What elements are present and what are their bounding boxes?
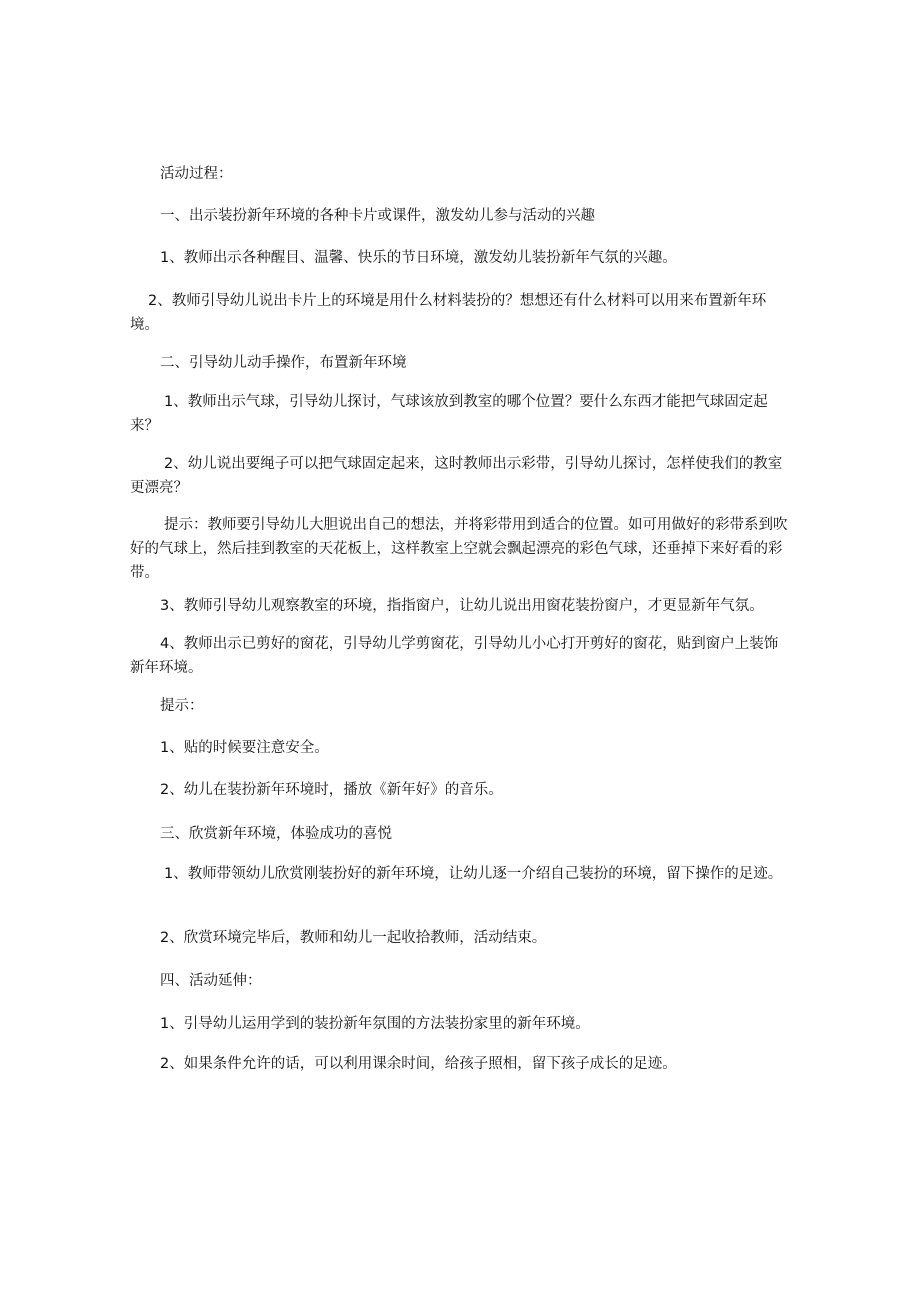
paragraph-2-1: 1、教师出示气球，引导幼儿探讨，气球该放到教室的哪个位置？要什么东西才能把气球固定起来？ [130,394,768,434]
paragraph-2-2: 2、幼儿说出要绳子可以把气球固定起来，这时教师出示彩带，引导幼儿探讨，怎样使我们的教室更漂亮？ [130,456,783,496]
tip-paragraph-1: 提示：教师要引导幼儿大胆说出自己的想法，并将彩带用到适合的位置。如可用做好的彩带系到吹好的气球上，然后挂到教室的天花板上，这样教室上空就会飘起漂亮的彩色气球，还垂掉下来好看的彩带。 [130,517,788,581]
activity-process-heading: 活动过程： [160,166,233,182]
tip-heading: 提示： [160,698,204,714]
tip-item-1: 1、贴的时候要注意安全。 [160,740,329,756]
paragraph-3-2: 2、欣赏环境完毕后，教师和幼儿一起收拾教师，活动结束。 [160,930,547,946]
paragraph-3-1: 1、教师带领幼儿欣赏刚装扮好的新年环境，让幼儿逐一介绍自己装扮的环境，留下操作的足迹。 [164,866,783,882]
section-four-heading: 四、活动延伸： [160,973,262,989]
paragraph-4-1: 1、引导幼儿运用学到的装扮新年氛围的方法装扮家里的新年环境。 [160,1016,590,1032]
paragraph-2-3: 3、教师引导幼儿观察教室的环境，指指窗户，让幼儿说出用窗花装扮窗户，才更显新年气氛。 [160,598,764,614]
section-one-heading: 一、出示装扮新年环境的各种卡片或课件，激发幼儿参与活动的兴趣 [160,208,595,224]
paragraph-2-4: 4、教师出示已剪好的窗花，引导幼儿学剪窗花，引导幼儿小心打开剪好的窗花，贴到窗户上装饰新年环境。 [130,636,779,676]
section-three-heading: 三、欣赏新年环境，体验成功的喜悦 [160,826,392,842]
section-two-heading: 二、引导幼儿动手操作，布置新年环境 [160,355,407,371]
paragraph-1-1: 1、教师出示各种醒目、温馨、快乐的节日环境，激发幼儿装扮新年气氛的兴趣。 [160,250,677,266]
paragraph-4-2: 2、如果条件允许的话，可以利用课余时间，给孩子照相，留下孩子成长的足迹。 [160,1056,677,1072]
paragraph-1-2: 2、教师引导幼儿说出卡片上的环境是用什么材料装扮的？想想还有什么材料可以用来布置新年环境。 [130,293,767,333]
tip-item-2: 2、幼儿在装扮新年环境时，播放《新年好》的音乐。 [160,782,503,798]
